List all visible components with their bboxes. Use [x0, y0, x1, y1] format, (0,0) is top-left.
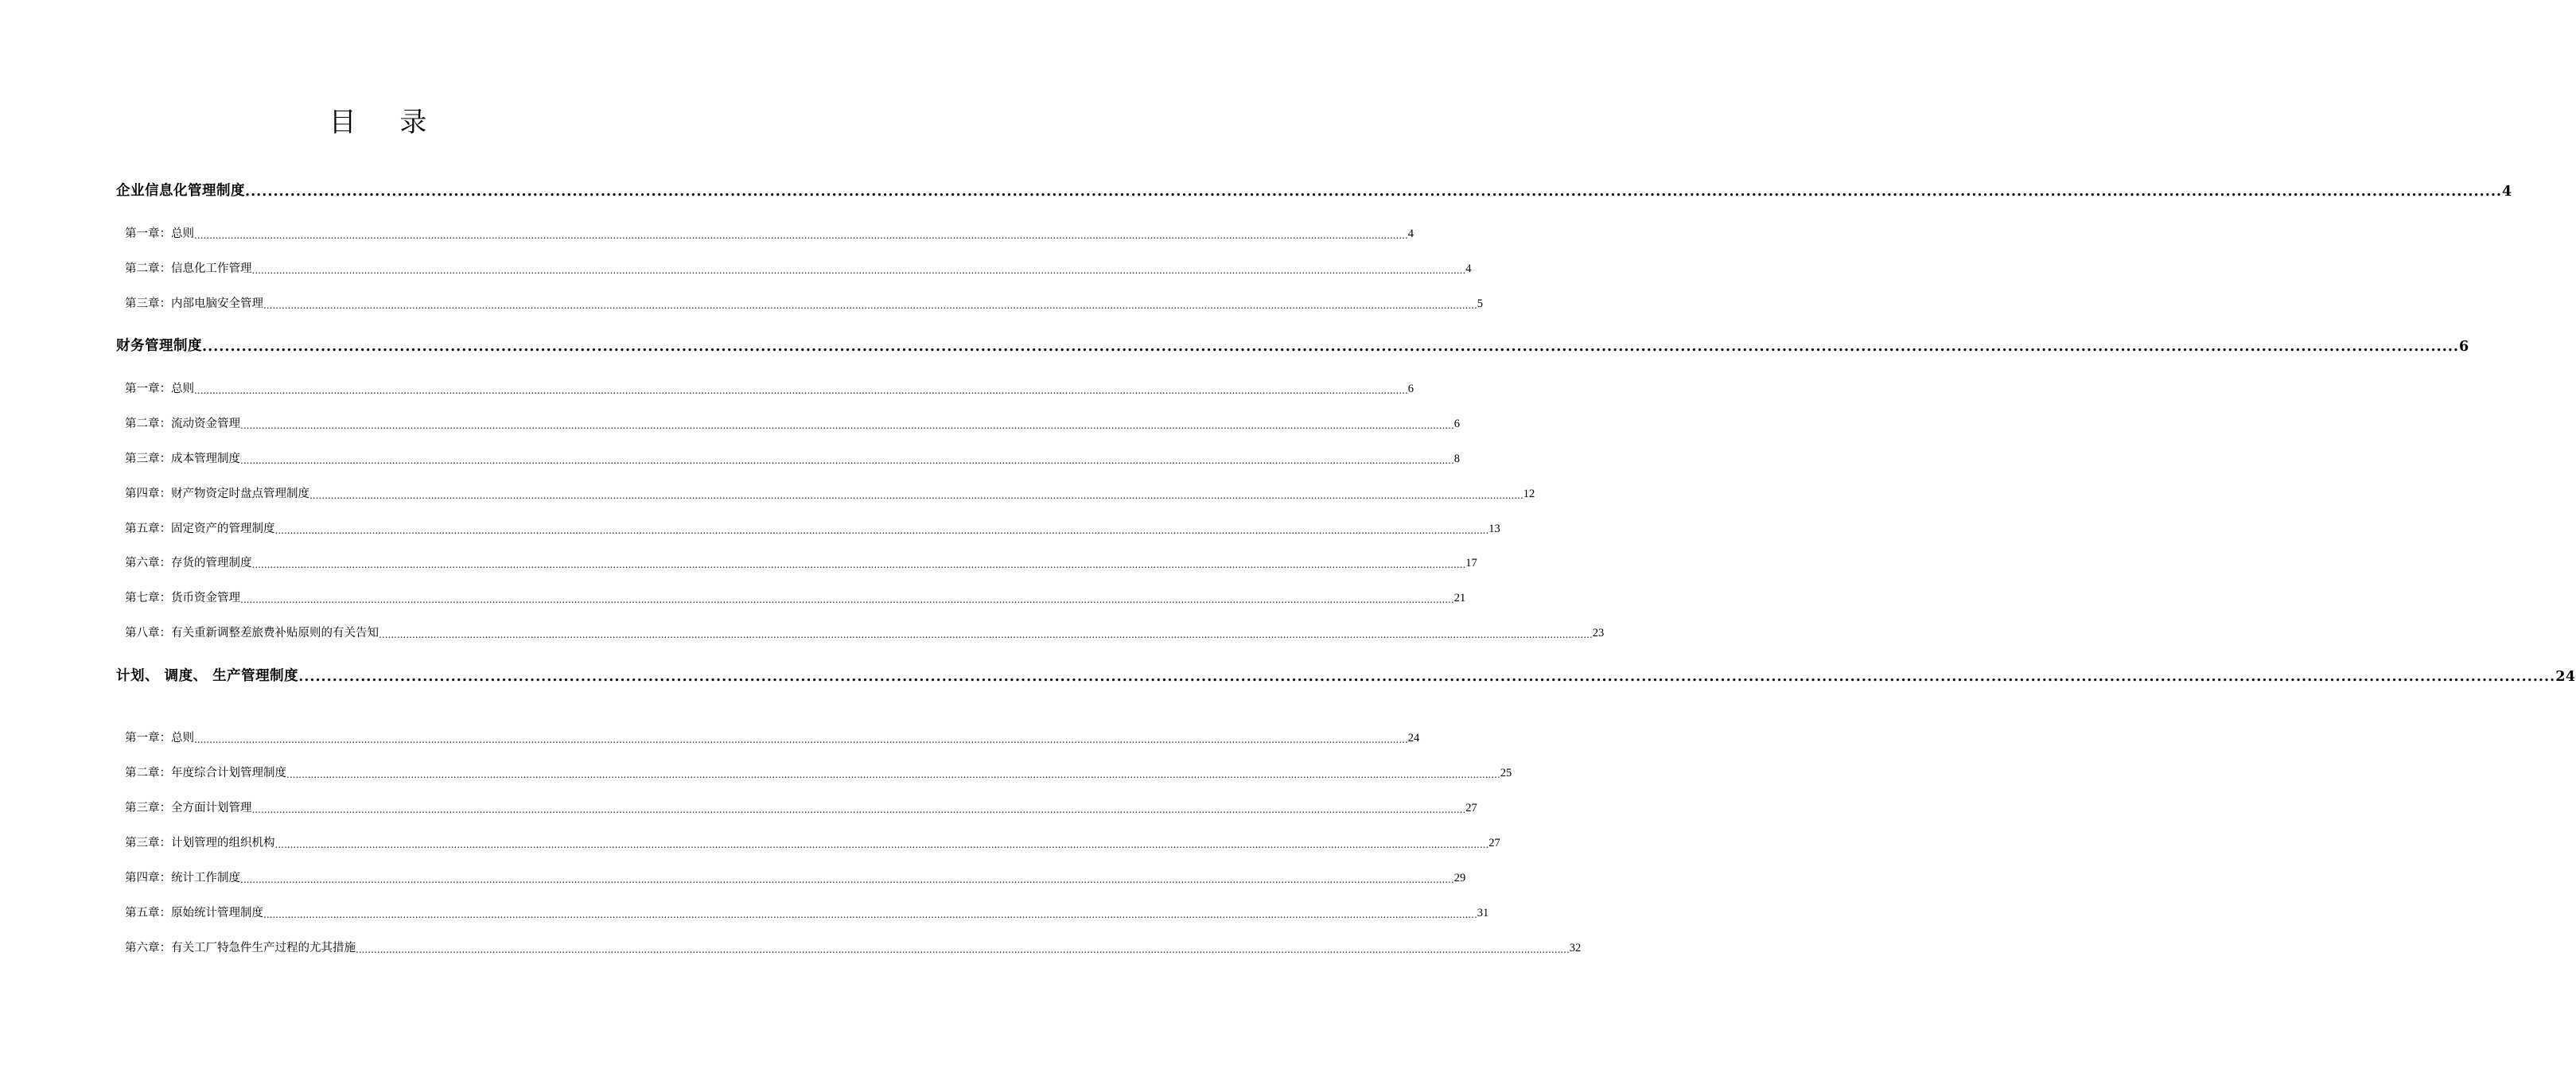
toc-chapter-label: 第三章：全方面计划管理	[125, 802, 252, 814]
toc-chapter-label: 第一章：总则	[125, 732, 194, 744]
toc-chapter[interactable]	[125, 259, 1472, 276]
toc-page-number: 6	[1453, 418, 1461, 430]
toc-page-number: 8	[1453, 453, 1461, 465]
toc-leader: ................................................................................................................................................................................................................................................................................................................................................................................................................	[240, 874, 1454, 885]
toc-chapter[interactable]	[125, 519, 1500, 536]
toc-leader: ................................................................................................................................................................................................................................................................................................................................................................................................................	[274, 525, 1489, 536]
toc-leader: ................................................................................................................................................................................................................................................................................................................................................................................................................	[379, 629, 1593, 640]
toc-chapter[interactable]	[125, 224, 1414, 241]
toc-chapter-label: 第二章：年度综合计划管理制度	[125, 767, 286, 779]
toc-leader: ................................................................................................................................................................................................................................................................................................................................................................................................................	[251, 265, 1466, 276]
toc-page-number: 27	[1465, 802, 1477, 814]
toc-chapter-label: 第二章：流动资金管理	[125, 418, 240, 430]
toc-section-label: 企业信息化管理制度	[116, 183, 245, 199]
toc-page-number: 4	[2502, 184, 2512, 200]
toc-chapter-label: 第五章：固定资产的管理制度	[125, 523, 275, 535]
toc-leader: ................................................................................................................................................................................................................................................................................................................................................................................................................	[194, 385, 1408, 396]
toc-chapter-label: 第六章：存货的管理制度	[125, 557, 252, 569]
toc-leader: ................................................................................................................................................................................................................................................................................................................................................................................................................	[240, 420, 1454, 431]
toc-leader: ................................................................................................................................................................................................................................................................................................................................................................................................................	[202, 339, 2460, 355]
toc-leader: ................................................................................................................................................................................................................................................................................................................................................................................................................	[356, 944, 1570, 955]
toc-chapter[interactable]	[125, 449, 1461, 466]
toc-chapter[interactable]	[125, 484, 1535, 501]
toc-page-number: 24	[1407, 732, 1420, 744]
toc-chapter-label: 第一章：总则	[125, 383, 194, 395]
toc-leader: ................................................................................................................................................................................................................................................................................................................................................................................................................	[194, 734, 1408, 745]
toc-leader: ................................................................................................................................................................................................................................................................................................................................................................................................................	[194, 230, 1408, 241]
toc-chapter[interactable]	[125, 414, 1461, 431]
toc-chapter-label: 第一章：总则	[125, 227, 194, 240]
toc-chapter[interactable]	[125, 764, 1512, 780]
page-title: 目 录	[329, 107, 445, 138]
toc-chapter-label: 第七章：货币资金管理	[125, 592, 240, 604]
toc-page-number: 17	[1465, 557, 1477, 569]
toc-section[interactable]	[116, 335, 2469, 355]
toc-page-number: 4	[1465, 262, 1472, 275]
toc-chapter[interactable]	[125, 729, 1420, 745]
toc-page-number: 31	[1477, 907, 1489, 919]
toc-leader: ................................................................................................................................................................................................................................................................................................................................................................................................................	[245, 184, 2503, 200]
toc-chapter[interactable]	[125, 939, 1582, 955]
toc-chapter-label: 第四章：财产物资定时盘点管理制度	[125, 488, 309, 500]
toc-chapter-label: 第三章：计划管理的组织机构	[125, 837, 275, 849]
toc-leader: ................................................................................................................................................................................................................................................................................................................................................................................................................	[251, 804, 1466, 815]
toc-page-number: 6	[2459, 339, 2469, 355]
toc-page-number: 6	[1407, 383, 1414, 395]
toc-chapter-label: 第八章：有关重新调整差旅费补贴原则的有关告知	[125, 627, 379, 639]
toc-chapter[interactable]	[125, 834, 1500, 850]
toc-leader: ................................................................................................................................................................................................................................................................................................................................................................................................................	[263, 300, 1477, 311]
toc-chapter[interactable]	[125, 294, 1484, 311]
toc-section[interactable]	[116, 665, 2576, 685]
toc-chapter[interactable]	[125, 904, 1489, 920]
toc-chapter-label: 第五章：原始统计管理制度	[125, 907, 263, 919]
toc-chapter-label: 第二章：信息化工作管理	[125, 262, 252, 275]
toc-leader: ................................................................................................................................................................................................................................................................................................................................................................................................................	[298, 669, 2556, 685]
toc-section[interactable]	[116, 180, 2512, 200]
toc-leader: ................................................................................................................................................................................................................................................................................................................................................................................................................	[240, 594, 1454, 605]
toc-chapter[interactable]	[125, 799, 1477, 815]
toc-leader: ................................................................................................................................................................................................................................................................................................................................................................................................................	[263, 909, 1477, 920]
toc-page-number: 27	[1488, 837, 1500, 849]
toc-leader: ................................................................................................................................................................................................................................................................................................................................................................................................................	[309, 490, 1523, 501]
toc-chapter[interactable]	[125, 379, 1414, 396]
toc-page-number: 24	[2555, 669, 2576, 685]
toc-page-number: 13	[1488, 523, 1500, 535]
toc-page-number: 21	[1453, 592, 1466, 604]
toc-page-number: 5	[1477, 297, 1484, 310]
toc-page-number: 23	[1592, 627, 1605, 639]
toc-leader: ................................................................................................................................................................................................................................................................................................................................................................................................................	[240, 455, 1454, 466]
toc-section-label: 财务管理制度	[116, 338, 202, 354]
toc-chapter-label: 第四章：统计工作制度	[125, 872, 240, 884]
toc-leader: ................................................................................................................................................................................................................................................................................................................................................................................................................	[274, 839, 1489, 850]
toc-chapter[interactable]	[125, 869, 1466, 885]
toc-chapter[interactable]	[125, 589, 1466, 605]
toc-page-number: 29	[1453, 872, 1466, 884]
toc-chapter-label: 第三章：成本管理制度	[125, 453, 240, 465]
toc-page-number: 25	[1500, 767, 1512, 779]
toc-section-label: 计划、 调度、 生产管理制度	[116, 668, 299, 684]
toc-chapter-label: 第三章：内部电脑安全管理	[125, 297, 263, 310]
toc-page-number: 32	[1569, 942, 1582, 954]
toc-chapter[interactable]	[125, 624, 1605, 640]
toc-page-number: 4	[1407, 227, 1414, 240]
toc-chapter[interactable]	[125, 554, 1477, 570]
toc-leader: ................................................................................................................................................................................................................................................................................................................................................................................................................	[286, 769, 1500, 780]
toc-page-number: 12	[1523, 488, 1535, 500]
toc-chapter-label: 第六章：有关工厂特急件生产过程的尤其措施	[125, 942, 356, 954]
toc-leader: ................................................................................................................................................................................................................................................................................................................................................................................................................	[251, 559, 1466, 570]
